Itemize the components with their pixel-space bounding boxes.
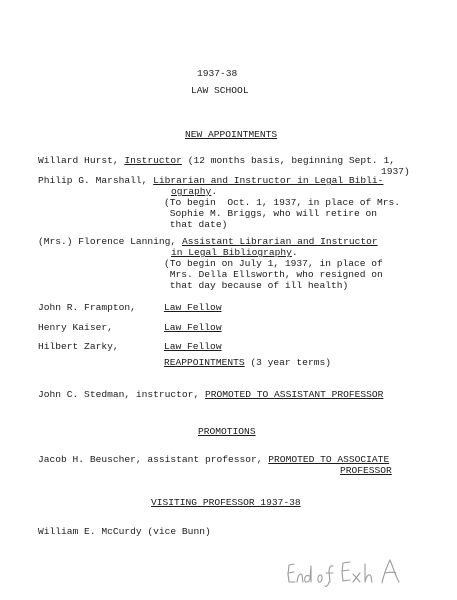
reappointment-entry: [38, 389, 383, 400]
fellow-title: Law Fellow: [164, 302, 222, 313]
lanning-title-1: Assistant Librarian and Instructor: [181, 236, 378, 247]
beuscher-status-1: PROMOTED TO ASSOCIATE: [268, 454, 390, 465]
new-appointments-heading: NEW APPOINTMENTS: [185, 129, 278, 140]
marshall-title-2: ography: [171, 186, 212, 197]
hurst-name: Willard Hurst,: [38, 155, 125, 166]
marshall-name: Philip G. Marshall,: [38, 175, 154, 186]
lanning-title-2: in Legal Bibliography: [171, 247, 292, 258]
lanning-note-3: that day because of ill health): [164, 280, 349, 291]
hurst-title: Instructor: [124, 155, 182, 166]
header-year: 1937-38: [197, 68, 238, 79]
marshall-title-2-line: [171, 186, 217, 197]
header-school: LAW SCHOOL: [191, 85, 249, 96]
lanning-name: (Mrs.) Florence Lanning,: [38, 236, 182, 247]
visiting-entry: William E. McCurdy (vice Bunn): [38, 526, 211, 537]
lanning-title-2-line: [171, 247, 298, 258]
hurst-note-2: 1937): [381, 166, 410, 177]
marshall-note-1: (To begin Oct. 1, 1937, in place of Mrs.: [164, 197, 401, 208]
lanning-note-2: Mrs. Della Ellsworth, who resigned on: [164, 269, 383, 280]
hurst-line: [38, 155, 395, 166]
beuscher-text: Jacob H. Beuscher, assistant professor,: [38, 454, 269, 465]
hurst-note-1: (12 months basis, beginning Sept. 1,: [181, 155, 395, 166]
marshall-title-end: .: [211, 186, 218, 197]
handwritten-note-scribble: [286, 554, 406, 588]
beuscher-status-2: PROFESSOR: [340, 465, 392, 476]
reappointments-heading: REAPPOINTMENTS: [164, 357, 245, 368]
lanning-line: [38, 236, 378, 247]
fellow-title: Law Fellow: [164, 341, 222, 352]
lanning-note-1: (To begin on July 1, 1937, in place of: [164, 258, 383, 269]
marshall-note-3: that date): [164, 219, 228, 230]
visiting-heading: VISITING PROFESSOR 1937-38: [151, 497, 301, 508]
lanning-title-end: .: [291, 247, 298, 258]
fellow-title: Law Fellow: [164, 322, 222, 333]
stedman-text: John C. Stedman, instructor,: [38, 389, 205, 400]
reappointments-heading-line: [164, 357, 331, 368]
promotions-heading: PROMOTIONS: [198, 426, 256, 437]
marshall-line: [38, 175, 383, 186]
promotion-entry: [38, 454, 389, 465]
reappointments-heading-note: (3 year terms): [244, 357, 331, 368]
fellow-name: Hilbert Zarky,: [38, 341, 119, 352]
fellow-name: Henry Kaiser,: [38, 322, 113, 333]
marshall-title-1: Librarian and Instructor in Legal Bibli-: [153, 175, 384, 186]
fellow-name: John R. Frampton,: [38, 302, 142, 313]
marshall-note-2: Sophie M. Briggs, who will retire on: [164, 208, 378, 219]
stedman-status: PROMOTED TO ASSISTANT PROFESSOR: [204, 389, 384, 400]
